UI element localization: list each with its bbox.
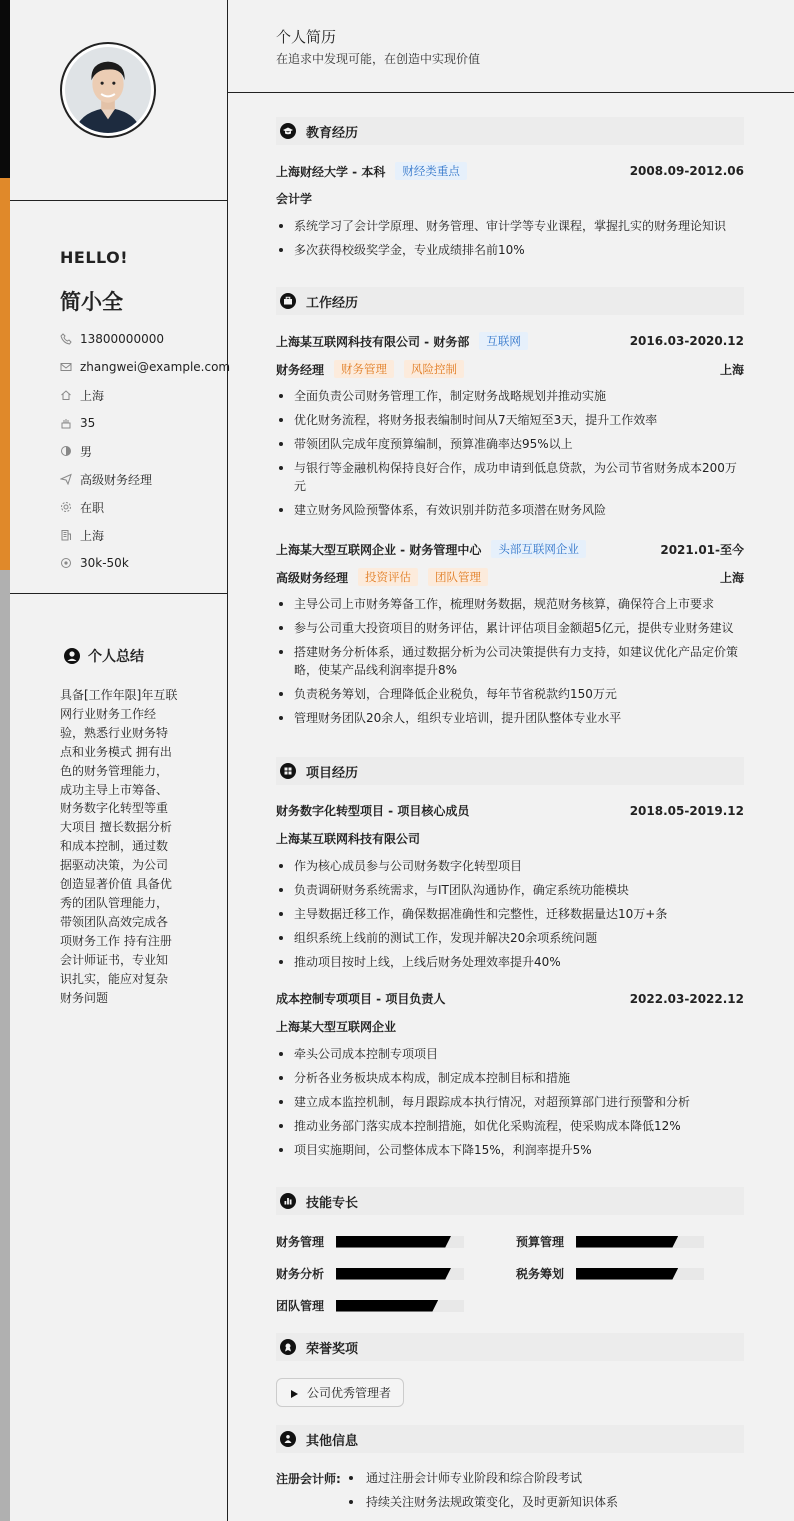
briefcase-icon — [280, 293, 296, 309]
building-icon — [60, 529, 72, 541]
education-title: 教育经历 — [306, 125, 359, 141]
skill-tag: 财务管理 — [334, 360, 394, 378]
sidebar-divider-bottom — [10, 593, 228, 594]
skill-bar — [576, 1236, 704, 1248]
sidebar — [10, 0, 231, 1521]
skill-item — [276, 1233, 464, 1250]
list-item: 管理财务团队20余人，组织专业培训，提升团队整体专业水平 — [276, 706, 744, 730]
skill-name: 财务管理 — [276, 1235, 325, 1249]
summary-text: 具备[工作年限]年互联网行业财务工作经验，熟悉行业财务特点和业务模式 拥有出色的财务管理能力，成功主导上市筹备、财务数字化转型等重大项目 擅长数据分析和成本控制，通过数据驱动决策，为公司创造显著价值 具备优秀的团队管理能力，带领团队高效完成各项财务工作 持有注册会计师证书，专业知识扎实，能应对复杂财务问题 — [60, 688, 178, 1005]
project-company: 上海某大型互联网企业 — [276, 1020, 397, 1034]
list-item: 持续关注财务法规政策变化，及时更新知识体系 — [346, 1490, 618, 1514]
skill-bar-fill — [576, 1268, 678, 1280]
skill-name: 税务筹划 — [516, 1267, 565, 1281]
project-company-row — [276, 830, 744, 847]
skill-bar-fill — [336, 1268, 451, 1280]
skill-bar — [576, 1268, 704, 1280]
job-bullets — [276, 384, 744, 522]
skill-name: 团队管理 — [276, 1299, 325, 1313]
list-item: 通过注册会计师专业阶段和综合阶段考试 — [346, 1466, 618, 1490]
skill-bar — [336, 1300, 464, 1312]
job-position-row — [276, 568, 744, 586]
projects-heading — [276, 757, 744, 785]
list-item: 建立成本监控机制，每月跟踪成本执行情况，对超预算部门进行预警和分析 — [276, 1090, 744, 1114]
other-title: 其他信息 — [306, 1433, 359, 1449]
list-item: 负责调研财务系统需求，与IT团队沟通协作，确定系统功能模块 — [276, 878, 744, 902]
skill-tag: 团队管理 — [428, 568, 488, 586]
avatar — [60, 42, 156, 138]
education-heading — [276, 117, 744, 145]
job-city: 上海 — [719, 570, 744, 585]
gender-icon — [60, 445, 72, 457]
major: 会计学 — [276, 192, 313, 206]
other-label: 注册会计师: — [276, 1472, 341, 1486]
project-bullets — [276, 854, 744, 974]
strip-gray — [0, 570, 10, 1521]
project-header — [276, 990, 744, 1007]
contact-value: 男 — [80, 444, 93, 459]
list-item: 全面负责公司财务管理工作，制定财务战略规划并推动实施 — [276, 384, 744, 408]
list-item: 主导公司上市财务筹备工作，梳理财务数据，规范财务核算，确保符合上市要求 — [276, 592, 744, 616]
skill-item — [276, 1297, 464, 1314]
contact-value: 上海 — [80, 528, 105, 543]
contact-value: 30k-50k — [80, 556, 129, 570]
graduation-cap-icon — [280, 123, 296, 139]
contact-status — [60, 493, 230, 521]
job-position: 财务经理 — [276, 362, 325, 377]
project-bullets — [276, 1042, 744, 1162]
honors-title: 荣誉奖项 — [306, 1341, 359, 1357]
project-period: 2022.03-2022.12 — [629, 991, 744, 1006]
job-company: 上海某大型互联网企业 - 财务管理中心 — [276, 542, 482, 557]
job-city: 上海 — [719, 362, 744, 377]
sidebar-divider-top — [10, 200, 228, 201]
header-divider — [228, 92, 794, 93]
greeting: HELLO! — [60, 248, 129, 267]
job-tag: 互联网 — [479, 332, 528, 350]
project-period: 2018.05-2019.12 — [629, 803, 744, 818]
job-header — [276, 540, 744, 558]
list-item: 优化财务流程，将财务报表编制时间从7天缩短至3天，提升工作效率 — [276, 408, 744, 432]
job-period: 2021.01-至今 — [660, 542, 744, 557]
skill-bar-fill — [576, 1236, 678, 1248]
project-header — [276, 802, 744, 819]
contact-email — [60, 353, 230, 381]
avatar-photo — [65, 47, 151, 133]
list-item: 主导数据迁移工作，确保数据准确性和完整性，迁移数据量达10万+条 — [276, 902, 744, 926]
work-title: 工作经历 — [306, 295, 359, 311]
contact-value: 在职 — [80, 500, 105, 515]
major-row — [276, 190, 744, 207]
list-item: 分析各业务板块成本构成，制定成本控制目标和措施 — [276, 1066, 744, 1090]
contact-value: 13800000000 — [80, 332, 164, 346]
mail-icon — [60, 361, 72, 373]
honor-label: 公司优秀管理者 — [307, 1386, 392, 1400]
skill-bar — [336, 1268, 464, 1280]
skill-item — [516, 1233, 704, 1250]
contact-value: 高级财务经理 — [80, 472, 153, 487]
school-tag: 财经类重点 — [395, 162, 467, 180]
strip-orange — [0, 178, 10, 570]
skill-name: 预算管理 — [516, 1235, 565, 1249]
skills-title: 技能专长 — [306, 1195, 359, 1211]
summary-heading — [64, 646, 144, 666]
contact-gender — [60, 437, 230, 465]
play-icon — [289, 1388, 299, 1398]
contact-location — [60, 381, 230, 409]
list-item: 建立财务风险预警体系，有效识别并防范多项潜在财务风险 — [276, 498, 744, 522]
contact-salary — [60, 549, 230, 577]
list-item: 带领团队完成年度预算编制，预算准确率达95%以上 — [276, 432, 744, 456]
color-strip — [0, 0, 10, 1521]
job-position: 高级财务经理 — [276, 570, 349, 585]
skill-name: 财务分析 — [276, 1267, 325, 1281]
main-content — [228, 0, 794, 1521]
skill-bar-fill — [336, 1300, 438, 1312]
work-heading — [276, 287, 744, 315]
other-bullets — [346, 1466, 618, 1514]
job-position-row — [276, 360, 744, 378]
users-icon — [280, 1431, 296, 1447]
cake-icon — [60, 417, 72, 429]
award-icon — [280, 1339, 296, 1355]
list-item: 多次获得校级奖学金，专业成绩排名前10% — [276, 238, 744, 262]
user-circle-icon — [64, 648, 80, 664]
list-item: 负责税务筹划，合理降低企业税负，每年节省税款约150万元 — [276, 682, 744, 706]
page-title: 个人简历 — [276, 28, 337, 46]
gear-icon — [60, 501, 72, 513]
home-icon — [60, 389, 72, 401]
contact-value: zhangwei@example.com — [80, 360, 231, 374]
education-row — [276, 162, 744, 180]
list-item: 系统学习了会计学原理、财务管理、审计学等专业课程，掌握扎实的财务理论知识 — [276, 214, 744, 238]
honors-heading — [276, 1333, 744, 1361]
list-item: 搭建财务分析体系，通过数据分析为公司决策提供有力支持，如建议优化产品定价策略，使某产品线利润率提升8% — [276, 640, 744, 682]
list-item: 牵头公司成本控制专项项目 — [276, 1042, 744, 1066]
project-company: 上海某互联网科技有限公司 — [276, 832, 421, 846]
project-name: 成本控制专项项目 - 项目负责人 — [276, 992, 446, 1006]
list-item: 推动业务部门落实成本控制措施，如优化采购流程，使采购成本降低12% — [276, 1114, 744, 1138]
strip-black — [0, 0, 10, 178]
project-company-row — [276, 1018, 744, 1035]
list-item: 作为核心成员参与公司财务数字化转型项目 — [276, 854, 744, 878]
summary-title: 个人总结 — [88, 649, 144, 665]
list-item: 与银行等金融机构保持良好合作，成功申请到低息贷款，为公司节省财务成本200万元 — [276, 456, 744, 498]
skill-tag: 投资评估 — [358, 568, 418, 586]
contact-age — [60, 409, 230, 437]
contact-list — [60, 325, 230, 577]
job-tag: 头部互联网企业 — [491, 540, 586, 558]
money-icon — [60, 557, 72, 569]
list-item: 项目实施期间，公司整体成本下降15%，利润率提升5% — [276, 1138, 744, 1162]
projects-title: 项目经历 — [306, 765, 359, 781]
skills-heading — [276, 1187, 744, 1215]
send-icon — [60, 473, 72, 485]
contact-value: 35 — [80, 416, 96, 430]
other-heading — [276, 1425, 744, 1453]
list-item: 推动项目按时上线，上线后财务处理效率提升40% — [276, 950, 744, 974]
list-item: 参与公司重大投资项目的财务评估，累计评估项目金额超5亿元，提供专业财务建议 — [276, 616, 744, 640]
job-period: 2016.03-2020.12 — [629, 334, 744, 348]
education-period: 2008.09-2012.06 — [629, 164, 744, 178]
job-header — [276, 332, 744, 350]
school-name: 上海财经大学 - 本科 — [276, 164, 386, 179]
skill-tag: 风险控制 — [404, 360, 464, 378]
contact-value: 上海 — [80, 388, 105, 403]
job-bullets — [276, 592, 744, 730]
contact-city — [60, 521, 230, 549]
contact-position — [60, 465, 230, 493]
honor-badge — [276, 1378, 404, 1407]
grid-icon — [280, 763, 296, 779]
education-bullets — [276, 214, 744, 262]
list-item: 组织系统上线前的测试工作，发现并解决20余项系统问题 — [276, 926, 744, 950]
phone-icon — [60, 333, 72, 345]
bar-chart-icon — [280, 1193, 296, 1209]
candidate-name: 简小全 — [60, 290, 123, 314]
skill-item — [276, 1265, 464, 1282]
skill-bar — [336, 1236, 464, 1248]
job-company: 上海某互联网科技有限公司 - 财务部 — [276, 334, 470, 349]
skill-item — [516, 1265, 704, 1282]
contact-phone — [60, 325, 230, 353]
skill-bar-fill — [336, 1236, 451, 1248]
project-name: 财务数字化转型项目 - 项目核心成员 — [276, 804, 470, 818]
page-subtitle: 在追求中发现可能，在创造中实现价值 — [276, 52, 481, 66]
